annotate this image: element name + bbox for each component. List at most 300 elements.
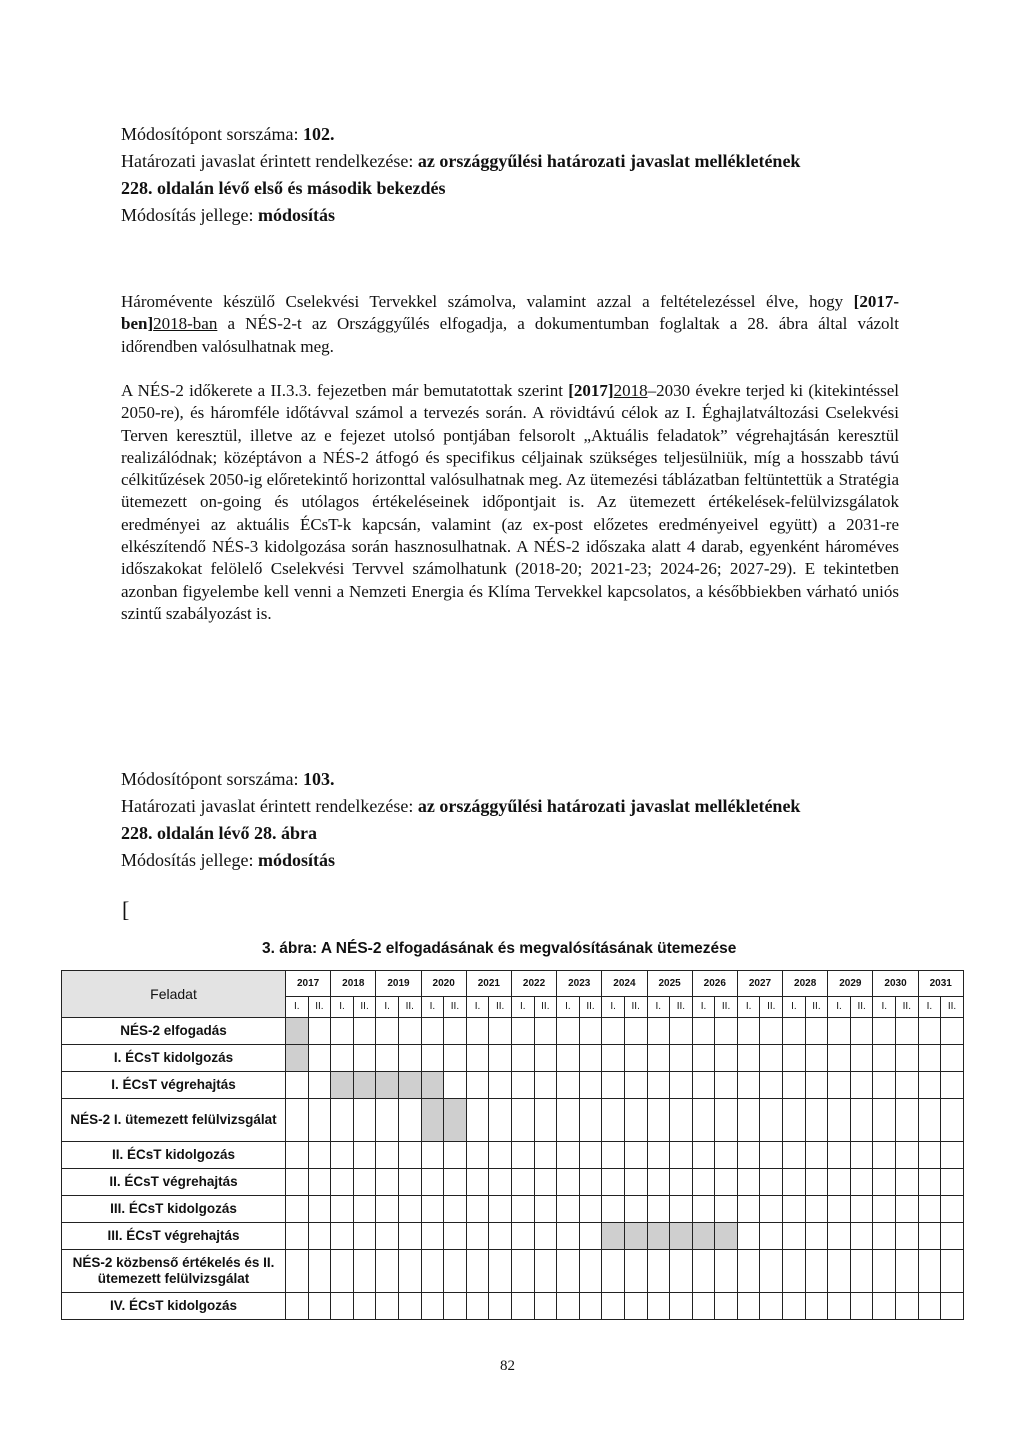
schedule-cell — [692, 1142, 715, 1169]
schedule-cell — [737, 1045, 760, 1072]
schedule-cell — [398, 1142, 421, 1169]
task-row — [62, 1250, 964, 1293]
schedule-cell — [715, 1018, 738, 1045]
schedule-cell — [850, 1099, 873, 1142]
schedule-cell — [353, 1099, 376, 1142]
schedule-cell — [511, 1099, 534, 1142]
schedule-cell — [489, 1099, 512, 1142]
feladat-header: Feladat — [62, 971, 286, 1018]
schedule-cell — [805, 1072, 828, 1099]
deleted-text: [2017] — [568, 381, 614, 400]
half-year-header: II. — [670, 996, 693, 1017]
schedule-cell — [489, 1293, 512, 1320]
task-label: NÉS-2 elfogadás — [62, 1018, 286, 1045]
schedule-cell — [579, 1142, 602, 1169]
schedule-cell — [715, 1142, 738, 1169]
schedule-cell — [737, 1250, 760, 1293]
schedule-cell — [760, 1169, 783, 1196]
schedule-cell — [918, 1250, 941, 1293]
year-header: 2023 — [557, 971, 602, 997]
schedule-cell — [873, 1250, 896, 1293]
schedule-cell — [624, 1099, 647, 1142]
schedule-cell — [579, 1072, 602, 1099]
schedule-cell — [828, 1293, 851, 1320]
half-year-header: II. — [624, 996, 647, 1017]
schedule-cell — [692, 1293, 715, 1320]
half-year-header: I. — [647, 996, 670, 1017]
schedule-cell — [376, 1018, 399, 1045]
schedule-cell — [557, 1018, 580, 1045]
schedule-cell — [647, 1142, 670, 1169]
schedule-cell — [376, 1223, 399, 1250]
task-label: IV. ÉCsT kidolgozás — [62, 1293, 286, 1320]
schedule-cell — [850, 1072, 873, 1099]
half-year-header: I. — [737, 996, 760, 1017]
schedule-cell — [353, 1045, 376, 1072]
schedule-cell — [941, 1142, 964, 1169]
half-year-header: II. — [896, 996, 919, 1017]
schedule-cell — [670, 1142, 693, 1169]
schedule-cell — [579, 1099, 602, 1142]
half-year-header: I. — [376, 996, 399, 1017]
half-year-header: II. — [353, 996, 376, 1017]
schedule-cell — [353, 1196, 376, 1223]
schedule-cell — [941, 1293, 964, 1320]
schedule-cell — [444, 1142, 467, 1169]
schedule-cell — [421, 1196, 444, 1223]
schedule-cell — [489, 1072, 512, 1099]
half-year-header: I. — [828, 996, 851, 1017]
schedule-cell — [398, 1293, 421, 1320]
half-year-header: I. — [286, 996, 309, 1017]
schedule-cell — [308, 1223, 331, 1250]
schedule-cell — [783, 1293, 806, 1320]
schedule-cell — [692, 1223, 715, 1250]
schedule-cell — [828, 1169, 851, 1196]
schedule-cell — [398, 1018, 421, 1045]
schedule-cell — [466, 1142, 489, 1169]
schedule-cell — [534, 1018, 557, 1045]
schedule-cell — [873, 1072, 896, 1099]
half-year-header: I. — [466, 996, 489, 1017]
schedule-cell — [873, 1018, 896, 1045]
schedule-cell — [353, 1169, 376, 1196]
schedule-cell — [421, 1293, 444, 1320]
schedule-cell — [466, 1250, 489, 1293]
schedule-cell — [466, 1223, 489, 1250]
schedule-cell — [534, 1250, 557, 1293]
schedule-cell — [602, 1018, 625, 1045]
half-year-header: I. — [511, 996, 534, 1017]
schedule-cell — [421, 1142, 444, 1169]
schedule-cell — [286, 1223, 309, 1250]
half-year-header: II. — [579, 996, 602, 1017]
schedule-cell — [873, 1045, 896, 1072]
mp103-provision-cont: 228. oldalán lévő 28. ábra — [121, 823, 318, 843]
schedule-cell — [828, 1142, 851, 1169]
schedule-cell — [398, 1099, 421, 1142]
schedule-cell — [624, 1196, 647, 1223]
task-label: III. ÉCsT végrehajtás — [62, 1223, 286, 1250]
schedule-cell — [918, 1018, 941, 1045]
schedule-cell — [670, 1223, 693, 1250]
schedule-cell — [557, 1045, 580, 1072]
schedule-cell — [353, 1018, 376, 1045]
half-year-header: I. — [783, 996, 806, 1017]
schedule-cell — [692, 1072, 715, 1099]
schedule-cell — [511, 1142, 534, 1169]
schedule-cell — [444, 1099, 467, 1142]
schedule-cell — [331, 1169, 354, 1196]
schedule-table — [61, 970, 964, 1320]
schedule-cell — [896, 1293, 919, 1320]
schedule-cell — [783, 1169, 806, 1196]
half-year-header: II. — [489, 996, 512, 1017]
schedule-cell — [647, 1099, 670, 1142]
schedule-cell — [286, 1250, 309, 1293]
schedule-cell — [828, 1099, 851, 1142]
task-row — [62, 1072, 964, 1099]
schedule-cell — [760, 1250, 783, 1293]
schedule-cell — [737, 1142, 760, 1169]
schedule-cell — [941, 1072, 964, 1099]
schedule-cell — [579, 1169, 602, 1196]
schedule-cell — [670, 1072, 693, 1099]
schedule-cell — [737, 1223, 760, 1250]
schedule-cell — [805, 1250, 828, 1293]
schedule-cell — [421, 1018, 444, 1045]
schedule-cell — [602, 1293, 625, 1320]
schedule-cell — [534, 1293, 557, 1320]
inserted-text: 2018-ban — [153, 314, 218, 334]
schedule-cell — [421, 1045, 444, 1072]
half-year-header: I. — [331, 996, 354, 1017]
schedule-cell — [421, 1099, 444, 1142]
schedule-cell — [896, 1045, 919, 1072]
schedule-cell — [828, 1223, 851, 1250]
schedule-cell — [941, 1018, 964, 1045]
schedule-cell — [941, 1099, 964, 1142]
schedule-cell — [850, 1169, 873, 1196]
schedule-cell — [828, 1250, 851, 1293]
schedule-cell — [941, 1250, 964, 1293]
schedule-cell — [421, 1223, 444, 1250]
schedule-cell — [850, 1196, 873, 1223]
schedule-cell — [579, 1196, 602, 1223]
task-row — [62, 1018, 964, 1045]
schedule-cell — [783, 1223, 806, 1250]
schedule-cell — [489, 1196, 512, 1223]
schedule-cell — [805, 1142, 828, 1169]
schedule-cell — [308, 1250, 331, 1293]
schedule-cell — [783, 1142, 806, 1169]
schedule-cell — [783, 1099, 806, 1142]
schedule-cell — [602, 1142, 625, 1169]
schedule-cell — [534, 1099, 557, 1142]
schedule-cell — [557, 1293, 580, 1320]
schedule-cell — [760, 1196, 783, 1223]
task-row — [62, 1169, 964, 1196]
schedule-cell — [286, 1196, 309, 1223]
year-header: 2020 — [421, 971, 466, 997]
schedule-cell — [557, 1196, 580, 1223]
schedule-cell — [670, 1099, 693, 1142]
schedule-cell — [534, 1072, 557, 1099]
schedule-cell — [715, 1169, 738, 1196]
schedule-cell — [760, 1018, 783, 1045]
half-year-header: I. — [421, 996, 444, 1017]
task-row — [62, 1099, 964, 1142]
modification-point-103 — [121, 766, 911, 874]
schedule-cell — [286, 1099, 309, 1142]
schedule-cell — [918, 1169, 941, 1196]
schedule-cell — [760, 1293, 783, 1320]
schedule-cell — [692, 1169, 715, 1196]
schedule-cell — [376, 1099, 399, 1142]
year-header: 2031 — [918, 971, 963, 997]
schedule-cell — [850, 1293, 873, 1320]
year-header: 2028 — [783, 971, 828, 997]
schedule-cell — [444, 1169, 467, 1196]
half-year-header: II. — [715, 996, 738, 1017]
schedule-cell — [941, 1045, 964, 1072]
schedule-cell — [737, 1196, 760, 1223]
schedule-cell — [331, 1196, 354, 1223]
schedule-cell — [286, 1142, 309, 1169]
schedule-cell — [715, 1099, 738, 1142]
schedule-cell — [308, 1169, 331, 1196]
year-header: 2027 — [737, 971, 782, 997]
task-label: II. ÉCsT végrehajtás — [62, 1169, 286, 1196]
half-year-header: II. — [941, 996, 964, 1017]
task-row — [62, 1196, 964, 1223]
half-year-header: I. — [692, 996, 715, 1017]
schedule-cell — [918, 1293, 941, 1320]
schedule-cell — [918, 1045, 941, 1072]
schedule-cell — [466, 1018, 489, 1045]
mp102-provision: Határozati javaslat érintett rendelkezése: az országgyűlési határozati javaslat mellékletének — [121, 151, 801, 171]
schedule-cell — [850, 1250, 873, 1293]
schedule-cell — [715, 1293, 738, 1320]
schedule-cell — [805, 1169, 828, 1196]
year-header: 2017 — [286, 971, 331, 997]
schedule-cell — [331, 1018, 354, 1045]
schedule-cell — [896, 1142, 919, 1169]
schedule-cell — [331, 1045, 354, 1072]
year-header: 2021 — [466, 971, 511, 997]
schedule-cell — [466, 1045, 489, 1072]
schedule-cell — [670, 1018, 693, 1045]
schedule-cell — [602, 1223, 625, 1250]
schedule-cell — [353, 1250, 376, 1293]
schedule-cell — [579, 1293, 602, 1320]
schedule-cell — [737, 1072, 760, 1099]
schedule-cell — [511, 1169, 534, 1196]
schedule-cell — [715, 1045, 738, 1072]
schedule-cell — [896, 1072, 919, 1099]
schedule-cell — [850, 1045, 873, 1072]
schedule-cell — [489, 1223, 512, 1250]
schedule-cell — [896, 1250, 919, 1293]
schedule-cell — [647, 1045, 670, 1072]
mp102-type: Módosítás jellege: módosítás — [121, 205, 335, 225]
schedule-cell — [624, 1018, 647, 1045]
schedule-cell — [737, 1099, 760, 1142]
schedule-cell — [511, 1293, 534, 1320]
schedule-cell — [286, 1072, 309, 1099]
schedule-cell — [783, 1250, 806, 1293]
task-label: II. ÉCsT kidolgozás — [62, 1142, 286, 1169]
task-row — [62, 1223, 964, 1250]
year-header: 2025 — [647, 971, 692, 997]
inserted-text: 2018 — [613, 381, 648, 400]
task-label: I. ÉCsT kidolgozás — [62, 1045, 286, 1072]
paragraph-2: A NÉS-2 időkerete a II.3.3. fejezetben már bemutatottak szerint [2017]2018–2030 évekre terjed ki (kitekintéssel 2050-re), és háromféle időtávval számol a tervezés során. A rövidtávú célok az I. Éghajlatváltozási Cselekvési Terven keresztül, illetve az e fejezet utolsó pontjában felsorolt „Aktuális feladatok” végrehajtásán keresztül realizálódnak; középtávon a NÉS-2 átfogó és specifikus céljainak szükséges teljesülniük, míg a hosszabb távú célkitűzések 2050-ig előretekintő horizonttal valósulhatnak meg. Az ütemezési táblázatban feltüntettük a Stratégia ütemezett on-going és utólagos értékeléseinek időpontjait is. Az ütemezett értékelések-felülvizsgálatok eredményei az aktuális ÉCsT-k kapcsán, valamint (az ex-post előzetes eredményeivel együtt) a 2031-re elkészítendő NÉS-3 kidolgozása során hasznosulhatnak. A NÉS-2 időszaka alatt 4 darab, egyenként hároméves időszakokat felölelő Cselekvési Tervvel számolhatunk (2018-20; 2021-23; 2024-26; 2027-29). E tekintetben azonban figyelembe kell venni a Nemzeti Energia és Klíma Tervekkel kapcsolatos, a későbbiekben várható uniós szintű szabályozást is. — [121, 381, 899, 623]
schedule-cell — [489, 1250, 512, 1293]
half-year-header: I. — [918, 996, 941, 1017]
schedule-cell — [466, 1072, 489, 1099]
schedule-cell — [624, 1223, 647, 1250]
schedule-cell — [670, 1169, 693, 1196]
deleted-text: [2017-ben] — [121, 292, 899, 334]
schedule-cell — [534, 1169, 557, 1196]
schedule-cell — [873, 1223, 896, 1250]
schedule-cell — [466, 1169, 489, 1196]
schedule-cell — [692, 1018, 715, 1045]
schedule-cell — [647, 1018, 670, 1045]
schedule-cell — [579, 1045, 602, 1072]
schedule-cell — [941, 1196, 964, 1223]
schedule-cell — [376, 1142, 399, 1169]
schedule-cell — [331, 1072, 354, 1099]
schedule-cell — [647, 1293, 670, 1320]
schedule-cell — [918, 1142, 941, 1169]
schedule-cell — [489, 1142, 512, 1169]
schedule-cell — [421, 1072, 444, 1099]
schedule-cell — [692, 1196, 715, 1223]
schedule-cell — [670, 1045, 693, 1072]
schedule-cell — [286, 1169, 309, 1196]
schedule-cell — [760, 1099, 783, 1142]
schedule-cell — [715, 1250, 738, 1293]
schedule-cell — [896, 1099, 919, 1142]
schedule-cell — [850, 1142, 873, 1169]
schedule-cell — [670, 1196, 693, 1223]
schedule-cell — [579, 1250, 602, 1293]
year-header: 2024 — [602, 971, 647, 997]
schedule-cell — [602, 1072, 625, 1099]
schedule-cell — [398, 1072, 421, 1099]
schedule-cell — [489, 1018, 512, 1045]
half-year-header: I. — [873, 996, 896, 1017]
paragraph-1: Háromévente készülő Cselekvési Tervekkel számolva, valamint azzal a feltételezéssel élve, hogy [2017-ben]2018-ban a NÉS-2-t az Országgyűlés elfogadja, a dokumentumban foglaltak a 28. ábra által vázolt időrendben valósulhatnak meg. — [121, 292, 899, 356]
schedule-cell — [873, 1293, 896, 1320]
schedule-cell — [692, 1099, 715, 1142]
schedule-cell — [692, 1250, 715, 1293]
schedule-cell — [353, 1072, 376, 1099]
schedule-cell — [918, 1099, 941, 1142]
schedule-cell — [647, 1223, 670, 1250]
schedule-cell — [737, 1018, 760, 1045]
schedule-cell — [308, 1099, 331, 1142]
schedule-cell — [557, 1223, 580, 1250]
schedule-cell — [624, 1293, 647, 1320]
half-year-header: II. — [760, 996, 783, 1017]
schedule-cell — [308, 1196, 331, 1223]
schedule-cell — [376, 1196, 399, 1223]
schedule-cell — [783, 1045, 806, 1072]
schedule-cell — [511, 1223, 534, 1250]
schedule-cell — [602, 1250, 625, 1293]
schedule-cell — [331, 1099, 354, 1142]
schedule-cell — [760, 1223, 783, 1250]
task-row — [62, 1293, 964, 1320]
schedule-cell — [624, 1142, 647, 1169]
schedule-cell — [873, 1196, 896, 1223]
schedule-cell — [444, 1223, 467, 1250]
schedule-cell — [737, 1169, 760, 1196]
schedule-cell — [286, 1293, 309, 1320]
half-year-header: II. — [850, 996, 873, 1017]
schedule-cell — [557, 1169, 580, 1196]
task-label: NÉS-2 közbenső értékelés és II. ütemezett felülvizsgálat — [62, 1250, 286, 1293]
schedule-cell — [602, 1045, 625, 1072]
schedule-cell — [286, 1018, 309, 1045]
schedule-cell — [647, 1169, 670, 1196]
schedule-cell — [918, 1072, 941, 1099]
year-header-row — [62, 971, 964, 997]
modification-point-102 — [121, 121, 911, 229]
schedule-cell — [489, 1045, 512, 1072]
schedule-cell — [760, 1142, 783, 1169]
schedule-cell — [444, 1196, 467, 1223]
schedule-cell — [896, 1196, 919, 1223]
schedule-cell — [398, 1250, 421, 1293]
schedule-cell — [896, 1018, 919, 1045]
task-label: I. ÉCsT végrehajtás — [62, 1072, 286, 1099]
schedule-cell — [715, 1223, 738, 1250]
half-year-header: II. — [444, 996, 467, 1017]
schedule-cell — [602, 1169, 625, 1196]
year-header: 2029 — [828, 971, 873, 997]
schedule-cell — [602, 1196, 625, 1223]
task-label: III. ÉCsT kidolgozás — [62, 1196, 286, 1223]
schedule-cell — [760, 1072, 783, 1099]
schedule-cell — [828, 1045, 851, 1072]
year-header: 2026 — [692, 971, 737, 997]
half-year-header: I. — [602, 996, 625, 1017]
schedule-cell — [918, 1196, 941, 1223]
schedule-cell — [444, 1072, 467, 1099]
schedule-cell — [398, 1169, 421, 1196]
schedule-cell — [805, 1045, 828, 1072]
schedule-cell — [331, 1293, 354, 1320]
page-number: 82 — [500, 1358, 515, 1374]
schedule-cell — [444, 1250, 467, 1293]
schedule-cell — [534, 1045, 557, 1072]
schedule-cell — [692, 1045, 715, 1072]
schedule-cell — [715, 1072, 738, 1099]
schedule-cell — [353, 1223, 376, 1250]
schedule-cell — [737, 1293, 760, 1320]
mp102-number: Módosítópont sorszáma: 102. — [121, 124, 335, 144]
schedule-cell — [308, 1072, 331, 1099]
schedule-cell — [376, 1045, 399, 1072]
schedule-cell — [624, 1045, 647, 1072]
mp102-provision-cont: 228. oldalán lévő első és második bekezdés — [121, 178, 446, 198]
schedule-cell — [534, 1142, 557, 1169]
half-year-header: II. — [398, 996, 421, 1017]
